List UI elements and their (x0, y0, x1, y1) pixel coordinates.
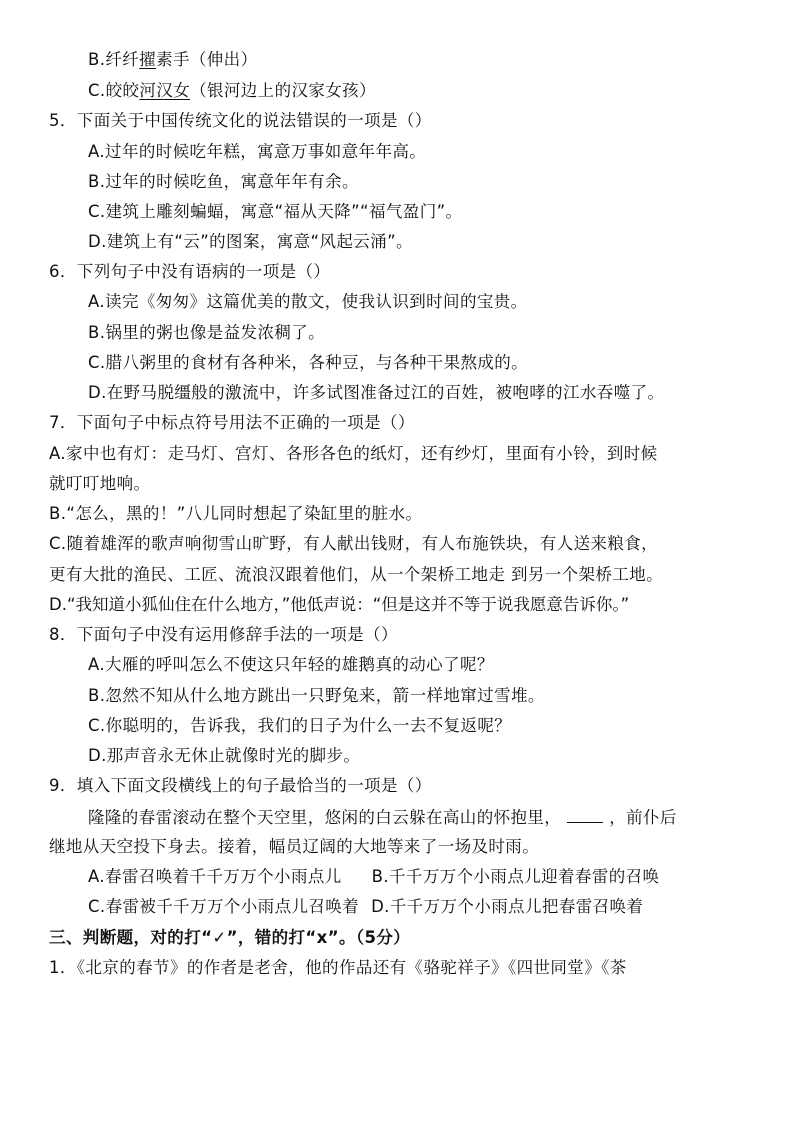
q9-option-a: A.春雷召唤着千千万万个小雨点儿 (88, 867, 342, 886)
q8-option-b: B.忽然不知从什么地方跳出一只野兔来，箭一样地窜过雪堆。 (88, 686, 545, 705)
section-3-heading: 三、判断题，对的打“✓”，错的打“x”。（5分） (49, 928, 411, 947)
fill-blank (567, 806, 603, 823)
question-7: 7．下面句子中标点符号用法不正确的一项是（） (49, 413, 415, 432)
q9-options-row2 (88, 896, 643, 918)
q7-option-a-line1: A.家中也有灯：走马灯、宫灯、各形各色的纸灯，还有纱灯，里面有小铃，到时候 (49, 444, 658, 463)
passage-text: ，前仆后 (609, 808, 677, 827)
q6-option-b: B.锅里的粥也像是益发浓稠了。 (88, 323, 326, 342)
underlined-word: 河汉女 (139, 81, 191, 100)
q9-options-row1 (88, 866, 659, 888)
q5-option-b: B.过年的时候吃鱼，寓意年年有余。 (88, 172, 359, 191)
q8-option-a: A.大雁的呼叫怎么不使这只年轻的雄鹅真的动心了呢？ (88, 655, 494, 674)
q6-option-a: A.读完《匆匆》这篇优美的散文，使我认识到时间的宝贵。 (88, 292, 528, 311)
q9-option-d: D.千千万万个小雨点儿把春雷召唤着 (371, 897, 644, 916)
question-8: 8．下面句子中没有运用修辞手法的一项是（） (49, 625, 398, 644)
option-text: 素手（伸出） (156, 50, 258, 69)
q7-option-c-line1: C.随着雄浑的歌声响彻雪山旷野，有人献出钱财，有人布施铁块，有人送来粮食， (49, 534, 659, 553)
q9-option-c: C.春雷被千千万万个小雨点儿召唤着 (88, 897, 360, 916)
option-text: B.纤纤 (88, 50, 140, 69)
q7-option-d: D.“我知道小狐仙住在什么地方，”他低声说：“但是这并不等于说我愿意告诉你。” (49, 595, 630, 614)
q9-passage-line1 (88, 806, 677, 829)
q7-option-b: B.“怎么，黑的！”八儿同时想起了染缸里的脏水。 (49, 504, 423, 523)
passage-text: 隆隆的春雷滚动在整个天空里，悠闲的白云躲在高山的怀抱里， (88, 808, 562, 827)
option-text: C.皎皎 (88, 81, 140, 100)
question-5: 5．下面关于中国传统文化的说法错误的一项是（） (49, 111, 432, 130)
q7-option-a-line2: 就叮叮地响。 (49, 474, 151, 493)
q8-option-d: D.那声音永无休止就像时光的脚步。 (88, 746, 361, 765)
q9-option-b: B.千千万万个小雨点儿迎着春雷的召唤 (371, 867, 660, 886)
q9-passage-line2: 继地从天空投下身去。接着，幅员辽阔的大地等来了一场及时雨。 (49, 837, 540, 856)
q6-option-d: D.在野马脱缰般的激流中，许多试图准备过江的百姓，被咆哮的江水吞噬了。 (88, 383, 665, 402)
judge-item-1: 1．《北京的春节》的作者是老舍，他的作品还有《骆驼祥子》《四世同堂》《茶 (49, 958, 627, 977)
q5-option-c: C.建筑上雕刻蝙蝠，寓意“福从天降”“福气盈门”。 (88, 202, 463, 221)
q6-option-c: C.腊八粥里的食材有各种米，各种豆，与各种干果熬成的。 (88, 353, 529, 372)
question-9: 9．填入下面文段横线上的句子最恰当的一项是（） (49, 776, 432, 795)
q8-option-c: C.你聪明的，告诉我，我们的日子为什么一去不复返呢？ (88, 716, 512, 735)
question-6: 6．下列句子中没有语病的一项是（） (49, 262, 331, 281)
option-c-prev (88, 80, 376, 102)
q7-option-c-line2: 更有大批的渔民、工匠、流浪汉跟着他们，从一个架桥工地走 到另一个架桥工地。 (49, 565, 664, 584)
underlined-word: 擢 (139, 50, 157, 69)
q5-option-d: D.建筑上有“云”的图案，寓意“风起云涌”。 (88, 232, 413, 251)
option-b-prev (88, 49, 257, 71)
option-text: （银河边上的汉家女孩） (190, 81, 376, 100)
q5-option-a: A.过年的时候吃年糕，寓意万事如意年年高。 (88, 142, 427, 161)
